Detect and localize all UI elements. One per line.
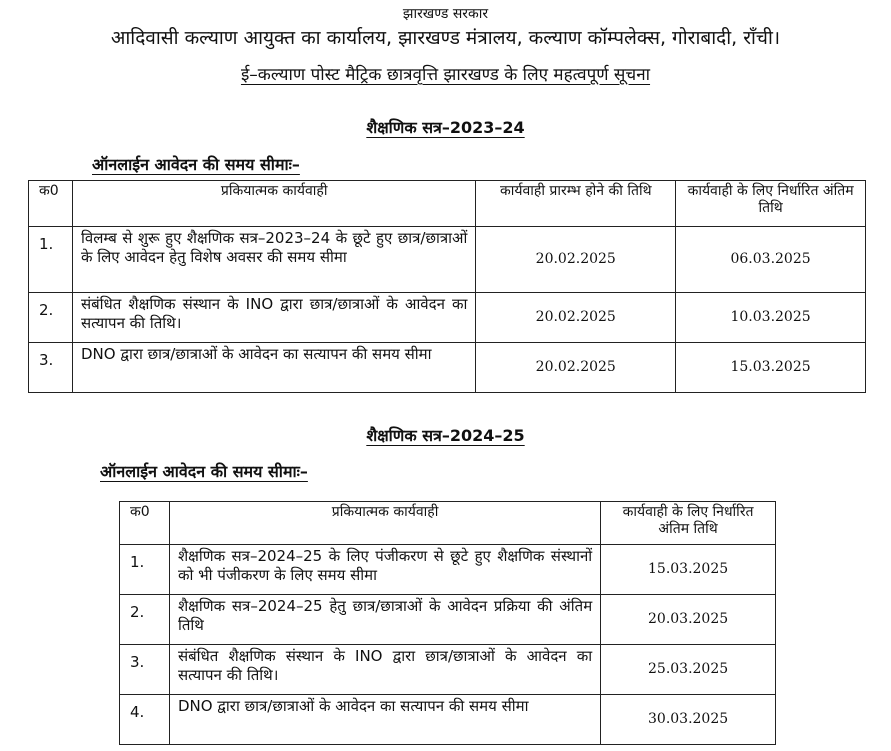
row-serial: 1. bbox=[29, 227, 73, 293]
row-serial: 3. bbox=[29, 343, 73, 393]
session-2024-25-online-deadline-label bbox=[100, 460, 308, 482]
office-name: आदिवासी कल्याण आयुक्त का कार्यालय, झारखण्ड मंत्रालय, कल्याण कॉम्पलेक्स, गोराबादी, राँची। bbox=[110, 27, 781, 49]
table-row bbox=[29, 293, 866, 343]
session-2024-25-title-text: शैक्षणिक सत्र–2024–25 bbox=[366, 426, 525, 445]
notice-title bbox=[0, 62, 891, 85]
row-serial: 1. bbox=[120, 545, 170, 595]
session-2024-25-label-text: ऑनलाईन आवेदन की समय सीमाः– bbox=[100, 462, 308, 481]
row-serial: 4. bbox=[120, 695, 170, 745]
row-serial: 2. bbox=[29, 293, 73, 343]
header-start-date: कार्यवाही प्रारम्भ होने की तिथि bbox=[476, 181, 676, 227]
row-deadline: 15.03.2025 bbox=[676, 343, 866, 393]
row-action: संबंधित शैक्षणिक संस्थान के INO द्वारा छात्र/छात्राओं के आवेदन का सत्यापन की तिथि। bbox=[72, 293, 475, 343]
row-start-date: 20.02.2025 bbox=[476, 227, 676, 293]
row-action: संबंधित शैक्षणिक संस्थान के INO द्वारा छात्र/छात्राओं के आवेदन का सत्यापन की तिथि। bbox=[169, 645, 600, 695]
table-row bbox=[120, 695, 776, 745]
session-2024-25-table bbox=[119, 501, 776, 745]
table-row bbox=[29, 227, 866, 293]
row-serial: 3. bbox=[120, 645, 170, 695]
header-action: प्रकियात्मक कार्यवाही bbox=[72, 181, 475, 227]
notice-title-text: ई–कल्याण पोस्ट मैट्रिक छात्रवृत्ति झारखण्ड के लिए महत्वपूर्ण सूचना bbox=[240, 65, 651, 85]
row-action: विलम्ब से शुरू हुए शैक्षणिक सत्र–2023–24 के छूटे हुए छात्र/छात्राओं के लिए आवेदन हेतु विशेष अवसर की समय सीमा bbox=[72, 227, 475, 293]
header-deadline: कार्यवाही के लिए निर्धारित अंतिम तिथि bbox=[601, 502, 776, 545]
session-2023-24-table bbox=[28, 180, 866, 393]
row-action: DNO द्वारा छात्र/छात्राओं के आवेदन का सत्यापन की समय सीमा bbox=[72, 343, 475, 393]
table-header-row bbox=[29, 181, 866, 227]
row-deadline: 15.03.2025 bbox=[601, 545, 776, 595]
table-header-row bbox=[120, 502, 776, 545]
row-action: DNO द्वारा छात्र/छात्राओं के आवेदन का सत्यापन की समय सीमा bbox=[169, 695, 600, 745]
header-serial: क0 bbox=[120, 502, 170, 545]
header-action: प्रकियात्मक कार्यवाही bbox=[169, 502, 600, 545]
row-start-date: 20.02.2025 bbox=[476, 293, 676, 343]
row-deadline: 06.03.2025 bbox=[676, 227, 866, 293]
government-name: झारखण्ड सरकार bbox=[402, 6, 489, 22]
table-row bbox=[120, 595, 776, 645]
row-deadline: 25.03.2025 bbox=[601, 645, 776, 695]
session-2023-24-title-text: शैक्षणिक सत्र–2023–24 bbox=[366, 118, 525, 137]
header-serial: क0 bbox=[29, 181, 73, 227]
row-action: शैक्षणिक सत्र–2024–25 के लिए पंजीकरण से छूटे हुए शैक्षणिक संस्थानों को भी पंजीकरण के लिए समय सीमा bbox=[169, 545, 600, 595]
session-2024-25-title bbox=[0, 424, 891, 446]
session-2023-24-label-text: ऑनलाईन आवेदन की समय सीमाः– bbox=[92, 155, 300, 174]
row-start-date: 20.02.2025 bbox=[476, 343, 676, 393]
row-deadline: 30.03.2025 bbox=[601, 695, 776, 745]
session-2023-24-title bbox=[0, 116, 891, 138]
table-row bbox=[120, 545, 776, 595]
session-2023-24-online-deadline-label bbox=[92, 153, 300, 175]
row-deadline: 20.03.2025 bbox=[601, 595, 776, 645]
row-serial: 2. bbox=[120, 595, 170, 645]
table-row bbox=[29, 343, 866, 393]
row-deadline: 10.03.2025 bbox=[676, 293, 866, 343]
row-action: शैक्षणिक सत्र–2024–25 हेतु छात्र/छात्राओं के आवेदन प्रक्रिया की अंतिम तिथि bbox=[169, 595, 600, 645]
header-deadline: कार्यवाही के लिए निर्धारित अंतिम तिथि bbox=[676, 181, 866, 227]
table-row bbox=[120, 645, 776, 695]
